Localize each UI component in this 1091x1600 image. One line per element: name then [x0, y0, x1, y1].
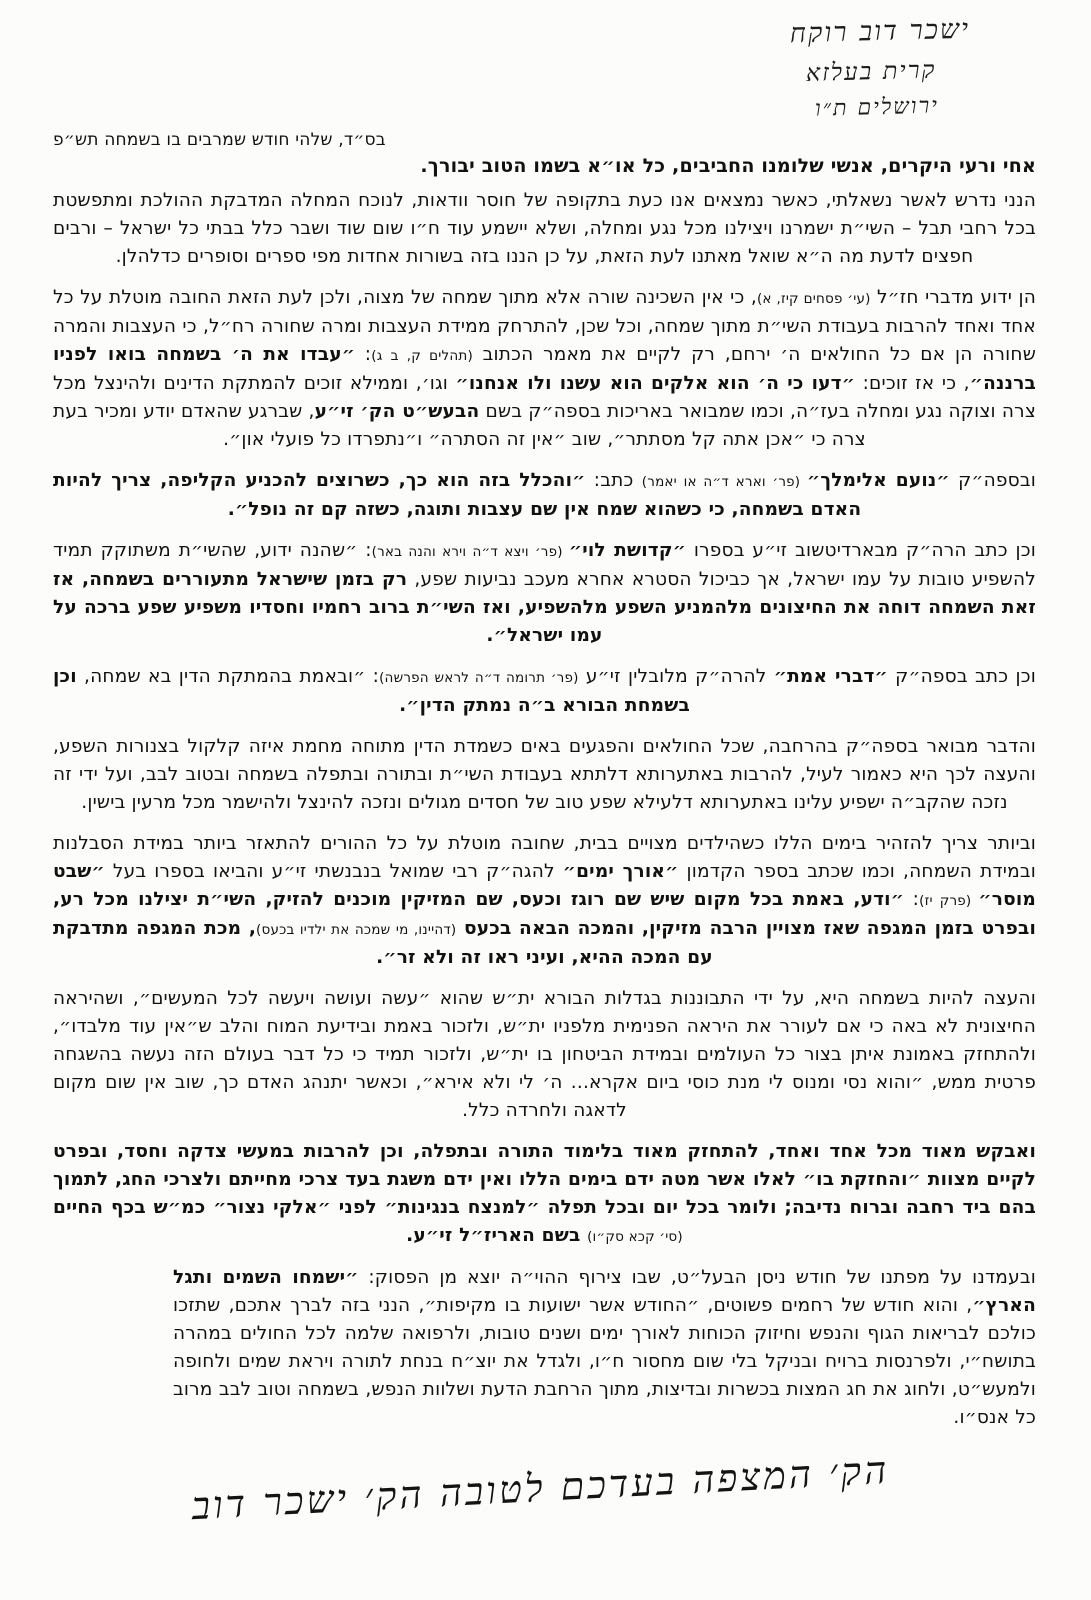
text-segment: , שברגע שהאדם יודע ומכיר בעת צרה כי ״אכן אתה קל מסתתר״, שוב ״אין זה הסתרה״ ו״נתפרדו כל פועלי און״.	[53, 401, 866, 450]
text-segment: ובספה״ק	[949, 470, 1036, 491]
letterhead	[740, 12, 1023, 123]
letter-body-block	[53, 130, 1036, 1445]
handwritten-signature: הק׳ המצפה בעדכם לטובה הק׳ ישכר דוב	[190, 1447, 891, 1529]
text-segment: : ״שהנה ידוע, שהשי״ת משתוקק תמיד להשפיע טובות על עמו ישראל, אך כביכול הסטרא אחרא מעכב נביעות שפע,	[53, 540, 1036, 590]
text-segment: כתב:	[585, 470, 642, 491]
letterhead-location: קרית בעלזא	[805, 55, 937, 87]
text-segment: ״עבדו את ה׳ בשמחה בואו לפניו ברננה״	[53, 344, 1037, 394]
paragraph	[53, 1138, 1036, 1251]
text-segment: , מכת המגפה מתדבקת עם המכה ההיא, ועיני ראו זה ולא זר״.	[53, 918, 713, 968]
text-segment: והעצה להיות בשמחה היא, על ידי התבוננות בגדלות הבורא ית״ש שהוא ״עשה ועושה ויעשה לכל המעשים״, ושהיראה החיצונית לא באה כי אם לעורר את היראה הפנימית מלפניו ית״ש, ולזכור באמת ובידיעת המוח והלב ש״אין עוד מלבדו״, ולהתחזק באמונת איתן בצור כל העולמים ובמידת הביטחון בו ית״ש, ולזכור תמיד כי כל דבר בעולם הזה נעשה בהשגחה פרטית ממש, ״והוא נסי ומנוס לי מנת כוסי ביום אקרא... ה׳ לי ולא אירא״, וכאשר יתנהג האדם כך, שוב אין שום מקום לדאגה ולחרדה כלל.	[53, 988, 1036, 1121]
text-segment: (סי׳ קכא סק״ו)	[587, 1229, 683, 1245]
text-segment: :	[904, 889, 920, 910]
text-segment: ״דברי אמת״	[773, 666, 888, 687]
paragraph	[53, 733, 1036, 817]
text-segment: להגה״ק רבי שמואל בנבנשתי זי״ע והביאו בספרו בעל	[104, 861, 563, 882]
letterhead-city: ירושלים ת״ו	[814, 93, 940, 122]
text-segment: הנני נדרש לאשר נשאלתי, כאשר נמצאים אנו כעת בתקופה של חוסר וודאות, לנוכח המחלה המדבקת ההולכת ומתפשטת בכל רחבי תבל – השי״ת ישמרנו ויצילנו מכל נגע ומחלה, ושלא יישמע עוד ח״ו שום שוד ושבר כלל בבתי כל ישראל – ורבים חפצים לדעת מה ה״א שואל מאתנו לעת הזאת, על כן הננו בזה בשורות אחדות מפי ספרים וסופרים כדלהלן.	[53, 190, 1036, 267]
text-segment: ״והכלל בזה הוא כך, כשרוצים להכניע הקליפה, צריך להיות האדם בשמחה, כי כשהוא שמח אין שם עצבות ותוגה, כשזה קם זה נופל״.	[53, 470, 862, 520]
text-segment: וכן כתב הרה״ק מבארדיטשוב זי״ע בספרו	[686, 540, 1036, 561]
salutation-line: אחי ורעי היקרים, אנשי שלומנו החביבים, כל או״א בשמו הטוב יבורך.	[420, 155, 1036, 177]
date-line: בס״ד, שלהי חודש שמרבים בו בשמחה תש״פ	[53, 130, 386, 150]
text-segment: ובעמדנו על מפתנו של חודש ניסן הבעל״ט, שבו צירוף ההוי״ה יוצא מן הפסוק:	[358, 1267, 1036, 1288]
text-segment: ״ישמחו השמים ותגל הארץ״	[173, 1267, 1036, 1316]
text-segment: להרה״ק מלובלין זי״ע	[578, 666, 774, 687]
text-segment: ״אורך ימים״	[562, 861, 679, 882]
text-segment: בשם האריז״ל זי״ע.	[406, 1225, 588, 1246]
text-segment: הן ידוע מדברי חז״ל	[870, 287, 1036, 308]
paragraph	[53, 284, 1036, 454]
text-segment: (פר׳ ויצא ד״ה וירא והנה באר)	[371, 544, 569, 560]
paragraph	[53, 663, 1036, 720]
text-segment: וכן בשמחת הבורא ב״ה נמתק הדין״.	[53, 666, 690, 716]
text-segment: רק בזמן שישראל מתעוררים בשמחה, אז זאת השמחה דוחה את החיצונים מלהמניע השפע מלהשפיע, ואז השי״ת ברוב רחמיו וחסדיו משפיע שפע ברכה על עמו ישראל״.	[53, 569, 1036, 646]
text-segment: (פר׳ וארא ד״ה או יאמר)	[641, 474, 807, 490]
text-segment: , והוא חודש של רחמים פשוטים, ״החודש אשר ישועות בו מקיפות״, הנני בזה לברך אתכם, שתזכו כולכם לבריאות הגוף והנפש וחיזוק הכוחות לאורך ימים ושנים טובות, ולרפואה שלמה לכל החולים במהרה בתושח״י, ולפרנסות ברויח ובניקל בלי שום מחסור ח״ו, ולגדל את יוצ״ח בנחת לתורה ויראת שמים ולחופה ולמעש״ט, ולחוג את חג המצות בכשרות ובדיצות, מתוך הרחבת הדעת ושלוות הנפש, בשמחה וטוב לבב מרוב כל אנס״ו.	[173, 1295, 1036, 1428]
text-segment: (עי׳ פסחים קיז, א)	[756, 291, 871, 307]
text-segment: והדבר מבואר בספה״ק בהרחבה, שכל החולאים והפגעים באים כשמדת הדין מתוחה מחמת איזה קלקול בצנורות השפע, והעצה לכך היא כאמור לעיל, להרבות באתערותא דלתתא בעבודת השי״ת ובתורה ובתפלה בשמחה ובטוב לבב, ועל ידי זה נזכה שהקב״ה ישפיע עלינו באתערותא דלעילא שפע טוב של חסדים מגולים ונזכה להינצל ולהישמר מכל מרעין בישין.	[53, 736, 1036, 813]
letterhead-name: ישכר דוב רוקח	[789, 13, 971, 50]
text-segment: הבעש״ט הק׳ זי״ע	[314, 401, 480, 422]
text-segment: וכן כתב בספה״ק	[887, 666, 1036, 687]
text-segment: :	[355, 344, 372, 365]
paragraph	[53, 985, 1036, 1125]
text-segment: : ״ובאמת בהמתקת הדין בא שמחה,	[76, 666, 380, 687]
text-segment: , כי אין השכינה שורה אלא מתוך שמחה של מצוה, ולכן לעת הזאת החובה מוטלת על כל אחד ואחד להרבות בעבודת השי״ת מתוך שמחה, וכל שכן, להתרחק ממידת העצבות ומרה שחורה רח״ל, כי העצבות והמרה שחורה הן אם כל החולאים ה׳ ירחם, רק לקיים את מאמר הכתוב	[53, 287, 1036, 365]
letter-paragraphs	[53, 187, 1036, 1432]
text-segment: ואבקש מאוד מכל אחד ואחד, להתחזק מאוד בלימוד התורה ובתפלה, וכן להרבות במעשי צדקה וחסד, ובפרט לקיים מצוות ״והחזקת בו״ לאלו אשר מטה ידם בימים הללו ואין ידם משגת בעד צרכי מחייתם ולצרכי החג, לתמוך בהם ביד רחבה וברוח נדיבה; ולומר בכל יום ובכל תפלה ״למנצח בנגינות״ לפני ״אלקי נצור״ כמ״ש בכף החיים	[53, 1141, 1036, 1218]
paragraph	[53, 187, 1036, 271]
paragraph	[53, 537, 1036, 650]
text-segment: ״שבט מוסר״	[53, 861, 1037, 910]
paragraph	[53, 467, 1036, 524]
text-segment: (תהלים ק, ב ג)	[371, 348, 473, 364]
text-segment: , כי אז זוכים:	[855, 373, 970, 394]
text-segment: ״נועם אלימלך״	[806, 470, 950, 491]
text-segment: (פר׳ תרומה ד״ה לראש הפרשה)	[379, 670, 579, 686]
text-segment: (דהיינו, מי שמכה את ילדיו בכעס)	[256, 922, 457, 938]
text-segment: (פרק יז)	[919, 893, 979, 909]
text-segment: ״קדושת לוי״	[568, 540, 687, 561]
paragraph	[53, 1264, 1036, 1432]
text-segment: ״דעו כי ה׳ הוא אלקים הוא עשנו ולו אנחנו״	[455, 373, 856, 394]
text-segment: וביותר צריך להזהיר בימים הללו כשהילדים מצויים בבית, שחובה מוטלת על כל ההורים להתאזר ביותר במידת הסבלנות ובמידת השמחה, וכמו שכתב בספר הקדמון	[53, 833, 1037, 882]
text-segment: ״ודע, באמת בכל מקום שיש שם רוגז וכעס, שם המזיקין מוכנים להזיק, השי״ת יצילנו מכל רע, ובפרט בזמן המגפה שאז מצויין הרבה מזיקין, והמכה הבאה בכעס	[53, 889, 1036, 939]
paragraph	[53, 830, 1036, 972]
text-segment: וגו׳, וממילא זוכים להמתקת הדינים ולהינצל מכל צרה וצוקה נגע ומחלה בעז״ה, וכמו שמבואר באריכות בספה״ק בשם	[53, 373, 1036, 422]
